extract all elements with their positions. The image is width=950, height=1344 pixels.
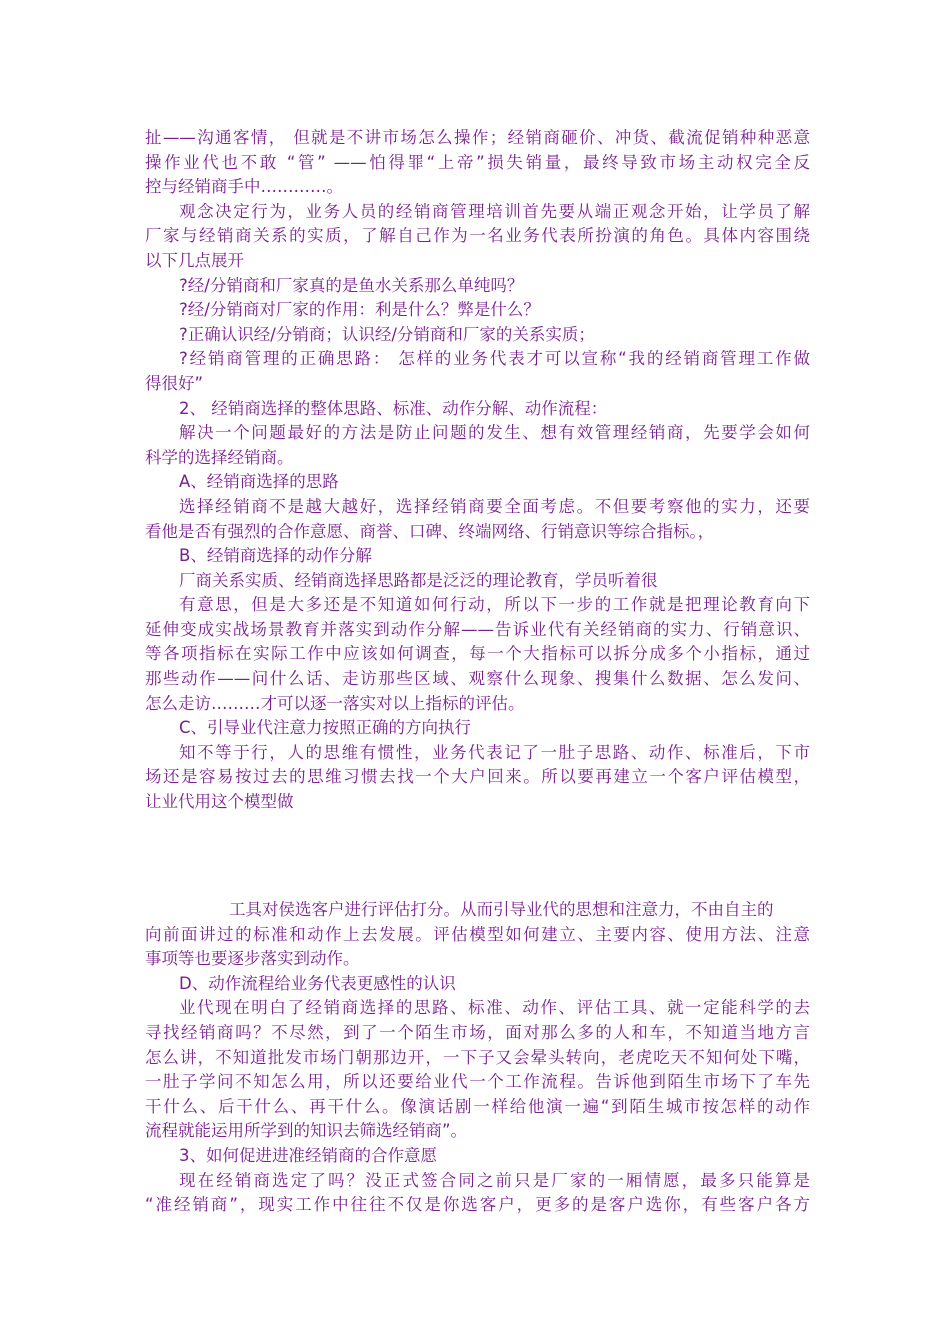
paragraph-line: “准经销商”，现实工作中往往不仅是你选客户，更多的是客户选你，有些客户各方 [145, 1195, 810, 1215]
paragraph-line: ?经/分销商和厂家真的是鱼水关系那么单纯吗？ [179, 275, 524, 295]
paragraph-line: 场还是容易按过去的思维习惯去找一个大户回来。所以要再建立一个客户评估模型， [145, 767, 810, 787]
paragraph-line: 有意思，但是大多还是不知道如何行动，所以下一步的工作就是把理论教育向下 [179, 595, 810, 615]
paragraph-line: 工具对侯选客户进行评估打分。从而引导业代的思想和注意力，不由自主的 [229, 900, 774, 919]
paragraph-line: 观念决定行为，业务人员的经销商管理培训首先要从端正观念开始，让学员了解 [179, 201, 810, 221]
paragraph-line: A、经销商选择的思路 [179, 472, 339, 492]
paragraph-line: 现在经销商选定了吗？没正式签合同之前只是厂家的一厢情愿，最多只能算是 [179, 1170, 810, 1190]
paragraph-line: 怎么讲，不知道批发市场门朝那边开，一下子又会晕头转向，老虎吃天不知何处下嘴， [145, 1047, 810, 1067]
paragraph-line: 扯——沟通客情， 但就是不讲市场怎么操作；经销商砸价、冲货、截流促销种种恶意 [145, 128, 810, 147]
paragraph-line: D、动作流程给业务代表更感性的认识 [179, 973, 456, 993]
paragraph-line: 干什么、后干什么、再干什么。像演话剧一样给他演一遍“到陌生城市按怎样的动作 [145, 1096, 810, 1116]
paragraph-line: 知不等于行，人的思维有惯性，业务代表记了一肚子思路、动作、标准后，下市 [179, 742, 810, 762]
paragraph-line: 厂商关系实质、经销商选择思路都是泛泛的理论教育，学员听着很 [179, 570, 658, 590]
paragraph-line: 流程就能运用所学到的知识去筛选经销商”。 [145, 1121, 468, 1141]
paragraph-line: 解决一个问题最好的方法是防止问题的发生、想有效管理经销商，先要学会如何 [179, 423, 810, 443]
paragraph-line: C、引导业代注意力按照正确的方向执行 [179, 718, 472, 738]
paragraph-line: B、经销商选择的动作分解 [179, 546, 372, 566]
paragraph-line: 延伸变成实战场景教育并落实到动作分解——告诉业代有关经销商的实力、行销意识、 [145, 619, 810, 639]
paragraph-line: ?正确认识经/分销商；认识经/分销商和厂家的关系实质； [179, 324, 595, 344]
paragraph-line: 3、如何促进进准经销商的合作意愿 [179, 1145, 437, 1165]
paragraph-line: 事项等也要逐步落实到动作。 [145, 949, 360, 969]
paragraph-line: 让业代用这个模型做 [145, 792, 294, 812]
paragraph-line: 那些动作——问什么话、走访那些区域、观察什么现象、搜集什么数据、怎么发问、 [145, 669, 810, 689]
paragraph-line: 2、 经销商选择的整体思路、标准、动作分解、动作流程： [179, 398, 608, 418]
paragraph-line: 寻找经销商吗？不尽然，到了一个陌生市场，面对那么多的人和车，不知道当地方言 [145, 1022, 810, 1042]
text-block-lower [145, 898, 810, 1218]
paragraph-line: 选择经销商不是越大越好，选择经销商要全面考虑。不但要考察他的实力，还要 [179, 496, 810, 516]
paragraph-line: ?经/分销商对厂家的作用：利是什么？弊是什么？ [179, 300, 540, 320]
paragraph-line: 以下几点展开 [145, 250, 244, 270]
paragraph-line: 操作业代也不敢 “管” ——怕得罪“上帝”损失销量，最终导致市场主动权完全反 [145, 152, 810, 172]
paragraph-line: 怎么走访………才可以逐一落实对以上指标的评估。 [145, 693, 525, 713]
paragraph-line: 科学的选择经销商。 [145, 447, 294, 467]
paragraph-line: 控与经销商手中…………。 [145, 177, 343, 197]
paragraph-line: 得很好” [145, 373, 204, 393]
paragraph-line: 厂家与经销商关系的实质，了解自己作为一名业务代表所扮演的角色。具体内容围绕 [145, 226, 810, 246]
paragraph-line: 向前面讲过的标准和动作上去发展。评估模型如何建立、主要内容、使用方法、注意 [145, 924, 810, 944]
paragraph-line: 业代现在明白了经销商选择的思路、标准、动作、评估工具、就一定能科学的去 [179, 998, 810, 1018]
text-block-lower-body [145, 923, 810, 1218]
text-block-upper [145, 126, 810, 815]
paragraph-line: 一肚子学问不知怎么用，所以还要给业代一个工作流程。告诉他到陌生市场下了车先 [145, 1072, 810, 1092]
paragraph-line: ?经销商管理的正确思路： 怎样的业务代表才可以宣称“我的经销商管理工作做 [179, 349, 810, 369]
paragraph-line: 看他是否有强烈的合作意愿、商誉、口碑、终端网络、行销意识等综合指标。， [145, 521, 715, 541]
paragraph-line: 等各项指标在实际工作中应该如何调查，每一个大指标可以拆分成多个小指标，通过 [145, 644, 810, 664]
